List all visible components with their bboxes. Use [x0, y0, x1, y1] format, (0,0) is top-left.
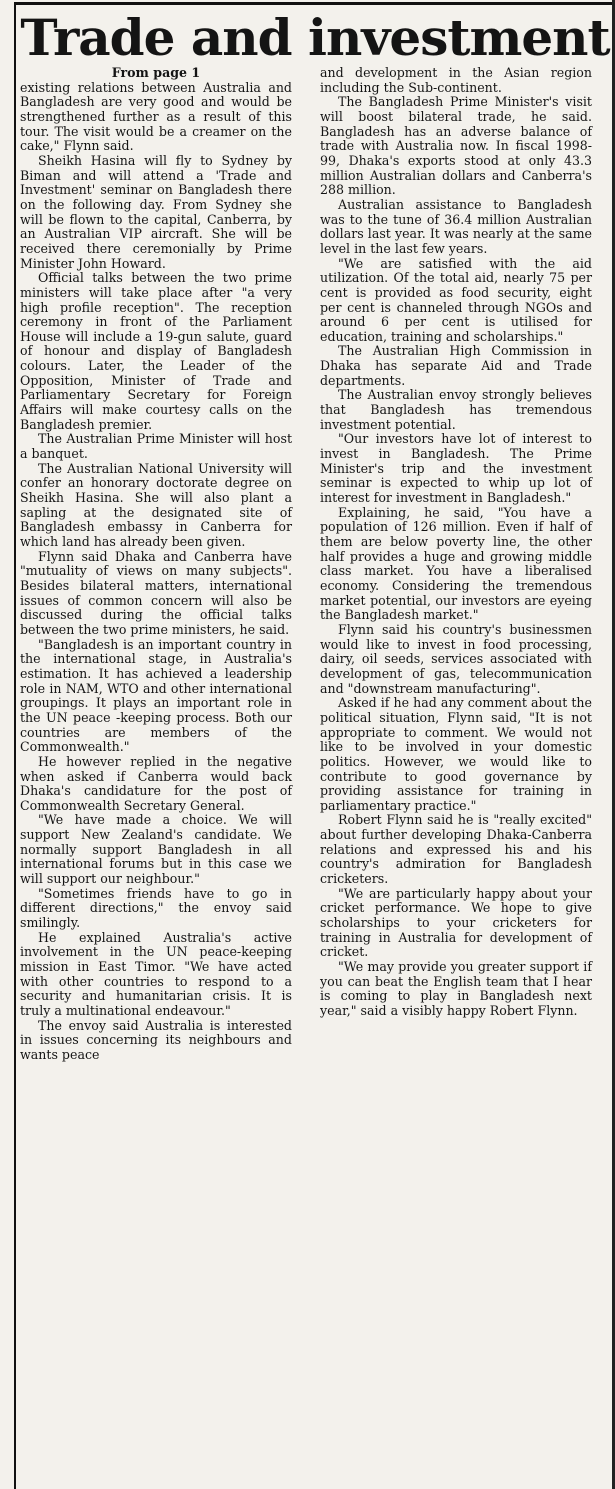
paragraph: Asked if he had any comment about the political situation, Flynn said, "It is not appropriate to comment. We would not like to be involved in your domestic politics. However, we would like to contribute to good governance by providing assistance for training in parliamentary practice.": [320, 695, 592, 813]
paragraph: The envoy said Australia is interested in issues concerning its neighbours and wants peace: [20, 1017, 292, 1062]
paragraph: The Australian National University will confer an honorary doctorate degree on Sheikh Hasina. She will also plant a sapling at the designated site of Bangladesh embassy in Canberra for which land has already been given.: [20, 460, 292, 549]
paragraph: Flynn said Dhaka and Canberra have "mutuality of views on many subjects". Besides bilateral matters, international issues of common concern will also be discussed during the official talks between the two prime ministers, he said.: [20, 548, 292, 637]
paragraph: Robert Flynn said he is "really excited" about further developing Dhaka-Canberra relations and expressed his and his country's admiration for Bangladesh cricketers.: [320, 812, 592, 887]
paragraph: Sheikh Hasina will fly to Sydney by Biman and will attend a 'Trade and Investment' seminar on Bangladesh there on the following day. From Sydney she will be flown to the capital, Canberra, by an Australian VIP aircraft. She will be received there ceremonially by Prime Minister John Howard.: [20, 152, 292, 271]
right-text-column: [320, 66, 592, 1019]
paragraph: The Australian envoy strongly believes that Bangladesh has tremendous investment potential.: [320, 387, 592, 432]
paragraph: "Our investors have lot of interest to invest in Bangladesh. The Prime Minister's trip and the investment seminar is expected to whip up lot of interest for investment in Bangladesh.": [320, 431, 592, 506]
left-text-column: [20, 66, 292, 1063]
paragraph: and development in the Asian region including the Sub-continent.: [320, 65, 592, 95]
paragraph: "Sometimes friends have to go in different directions," the envoy said smilingly.: [20, 885, 292, 931]
continued-from-label: From page 1: [111, 65, 201, 80]
paragraph: The Bangladesh Prime Minister's visit will boost bilateral trade, he said. Bangladesh has an adverse balance of trade with Australia now. In fiscal 1998-99, Dhaka's exports stood at only 43.3 million Australian dollars and Canberra's 288 million.: [320, 94, 592, 198]
paragraph: Official talks between the two prime ministers will take place after "a very high profile reception". The reception ceremony in front of the Parliament House will include a 19-gun salute, guard of honour and display of Bangladesh colours. Later, the Leader of the Opposition, Minister of Trade and Parliamentary Secretary for Foreign Affairs will make courtesy calls on the Bangladesh premier.: [20, 270, 292, 432]
paragraph: The Australian Prime Minister will host a banquet.: [20, 431, 292, 462]
article-headline: Trade and investment: [20, 8, 610, 67]
paragraph: He however replied in the negative when asked if Canberra would back Dhaka's candidature for the post of Commonwealth Secretary General.: [20, 753, 292, 813]
paragraph: "We are particularly happy about your cricket performance. We hope to give scholarships to your cricketers for training in Australia for development of cricket.: [320, 885, 592, 960]
top-border-rule: [14, 2, 615, 5]
paragraph: "We may provide you greater support if you can beat the English team that I hear is coming to play in Bangladesh next year," said a visibly happy Robert Flynn.: [320, 959, 592, 1018]
paragraph: existing relations between Australia and Bangladesh are very good and would be strengthened further as a result of this tour. The visit would be a creamer on the cake," Flynn said.: [20, 79, 292, 154]
paragraph: Australian assistance to Bangladesh was to the tune of 36.4 million Australian dollars last year. It was nearly at the same level in the last few years.: [320, 196, 592, 256]
paragraph: Explaining, he said, "You have a population of 126 million. Even if half of them are below poverty line, the other half provides a huge and growing middle class market. You have a liberalised economy. Considering the tremendous market potential, our investors are eyeing the Bangladesh market.": [320, 504, 592, 623]
paragraph: He explained Australia's active involvement in the UN peace-keeping mission in East Timor. "We have acted with other countries to respond to a security and humanitarian crisis. It is truly a multinational endeavour.": [20, 929, 292, 1018]
paragraph: "We are satisfied with the aid utilization. Of the total aid, nearly 75 per cent is provided as food security, eight per cent is channeled through NGOs and around 6 per cent is utilised for education, training and scholarships.": [320, 255, 592, 344]
paragraph: "Bangladesh is an important country in the international stage, in Australia's estimation. It has achieved a leadership role in NAM, WTO and other international groupings. It plays an important role in the UN peace -keeping process. Both our countries are members of the Commonwealth.": [20, 636, 292, 755]
paragraph: Flynn said his country's businessmen would like to invest in food processing, dairy, oil seeds, services associated with development of gas, telecommunication and "downstream manufacturing".: [320, 621, 592, 696]
paragraph: The Australian High Commission in Dhaka has separate Aid and Trade departments.: [320, 343, 592, 388]
paragraph: "We have made a choice. We will support New Zealand's candidate. We normally support Bangladesh in all international forums but in this case we will support our neighbour.": [20, 812, 292, 887]
left-column-rule: [14, 2, 16, 1489]
